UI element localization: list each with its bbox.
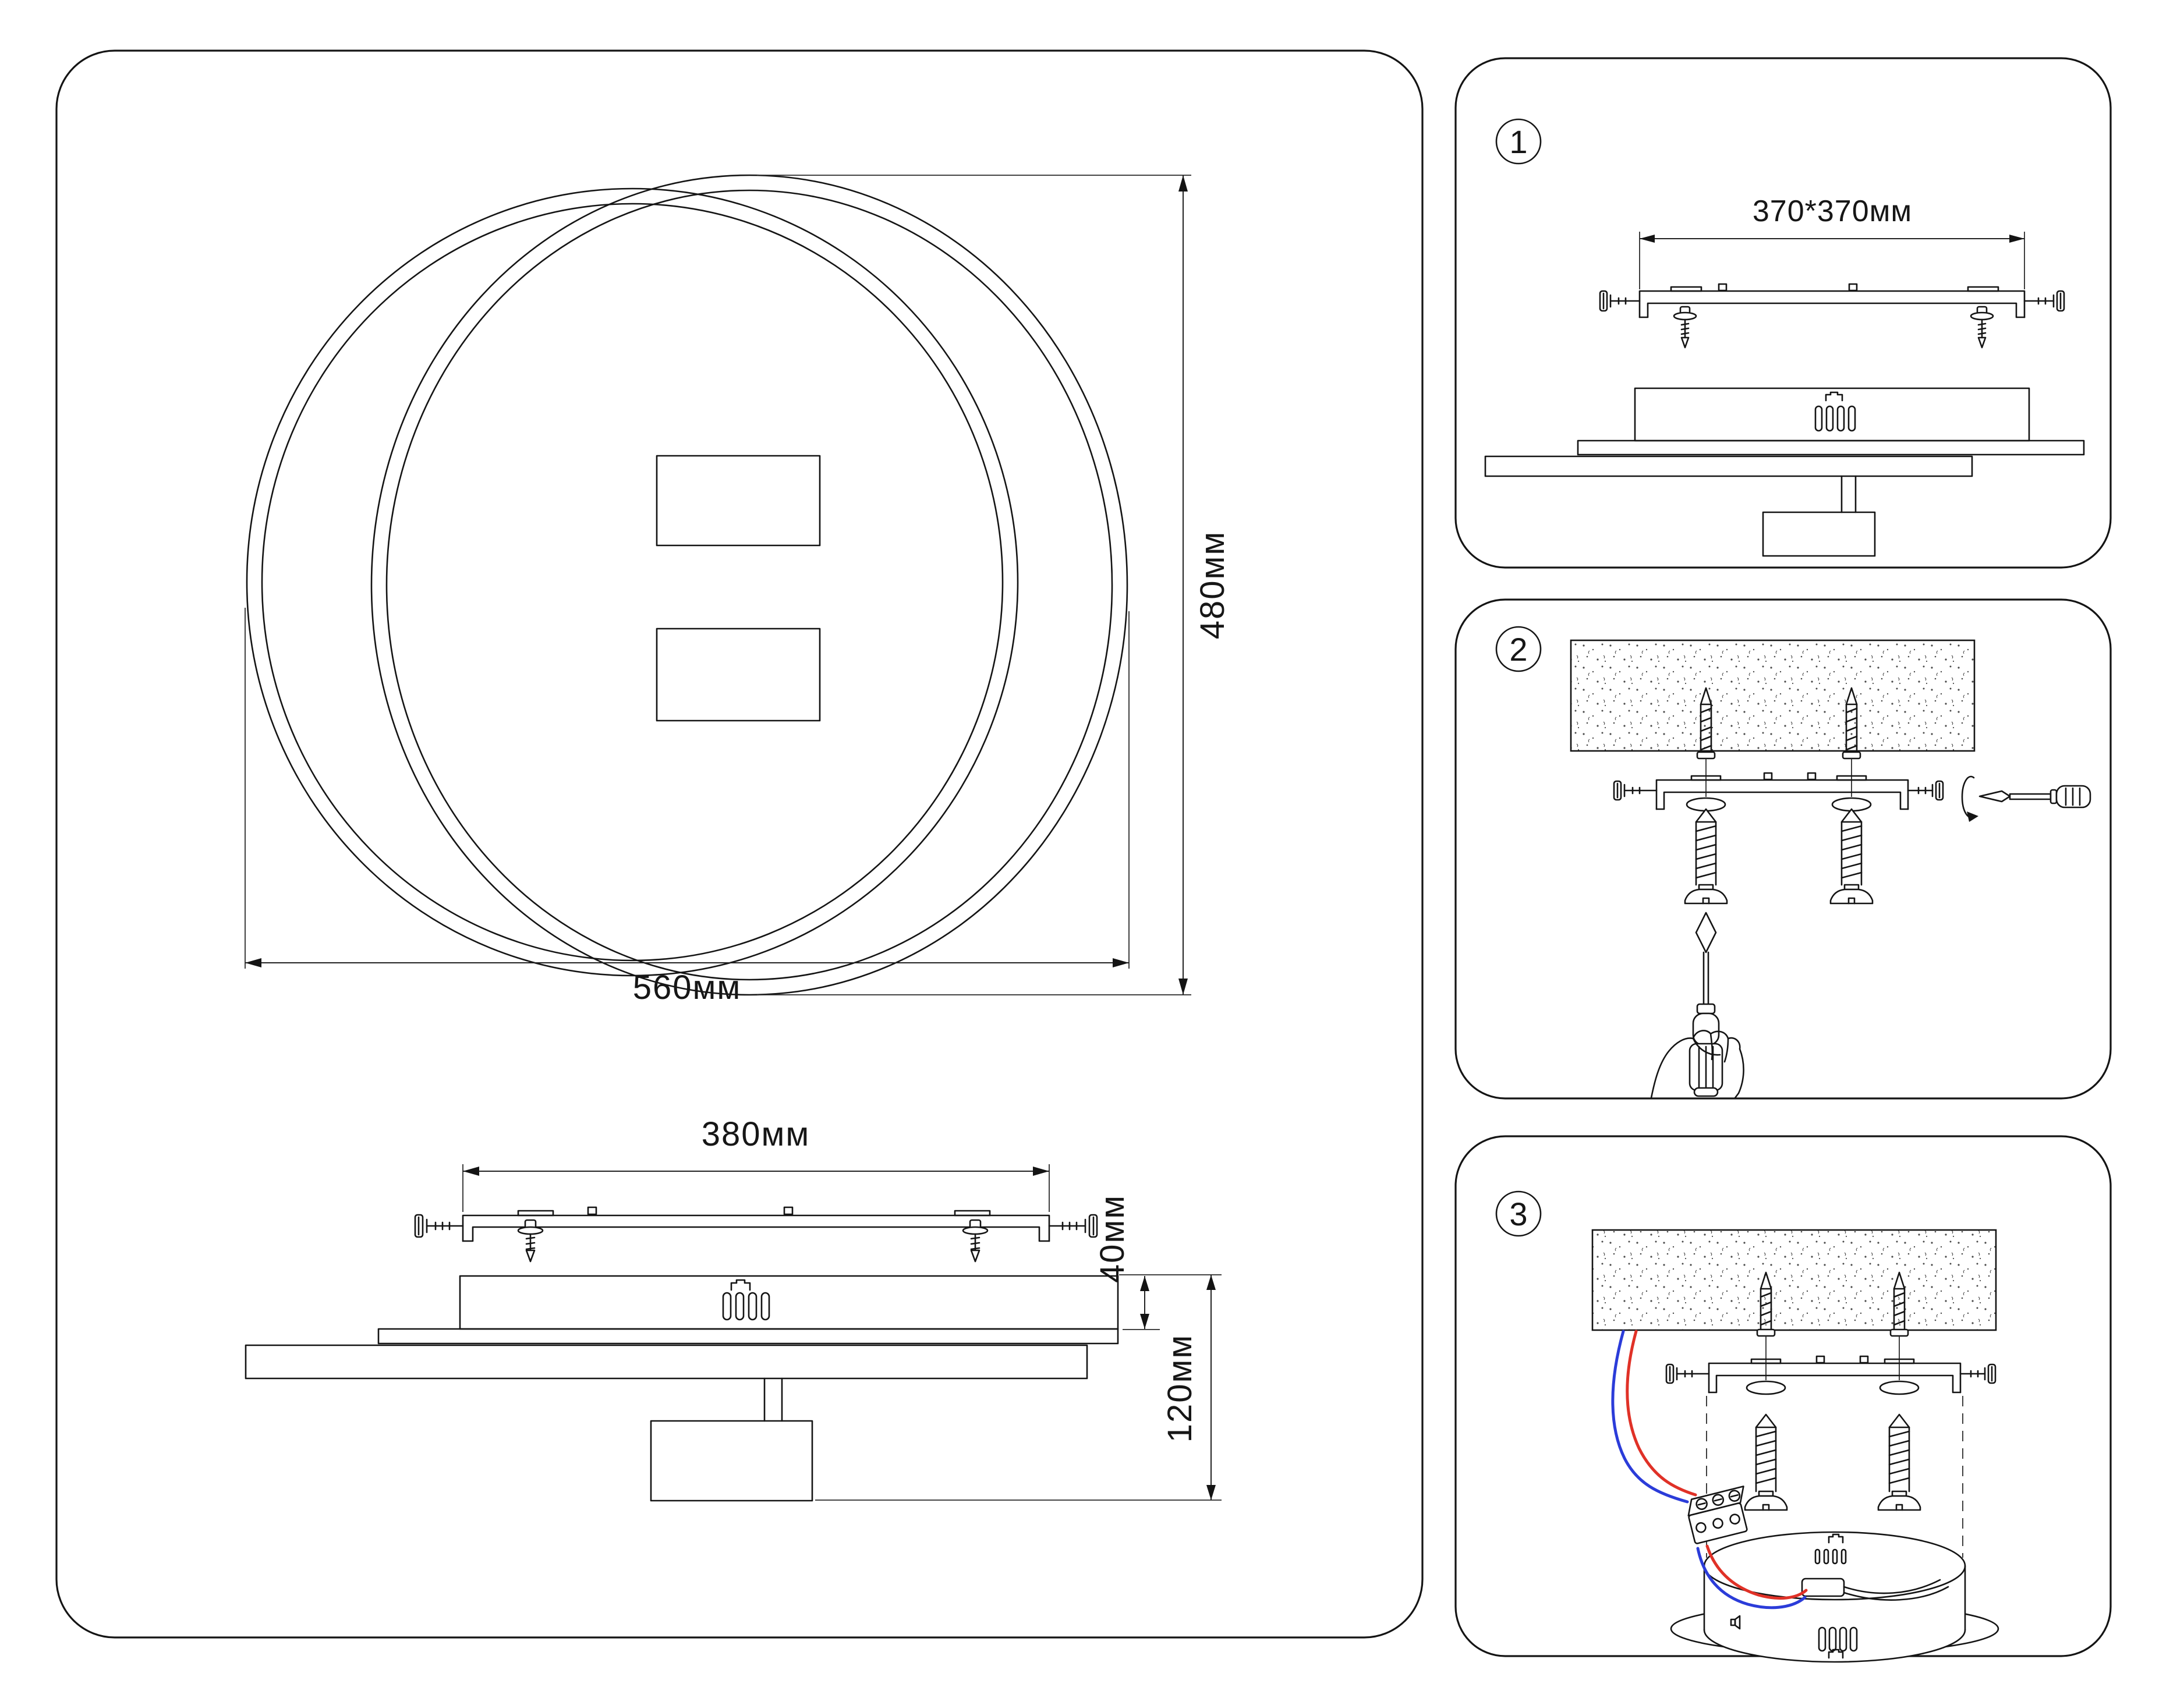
step1-border <box>1456 58 2111 568</box>
connector-plug <box>1802 1579 1844 1596</box>
dim-label-bracket: 380мм <box>701 1115 810 1153</box>
washer-icon <box>1880 1381 1918 1394</box>
step-panel-2 <box>1456 600 2111 1098</box>
step-panel-1 <box>1456 58 2111 568</box>
step-panel-3 <box>1456 1136 2111 1662</box>
dim-label-thickness: 40мм <box>1093 1194 1131 1284</box>
dim-label-depth: 120мм <box>1161 1334 1199 1443</box>
step-number: 1 <box>1509 123 1528 160</box>
step-number: 2 <box>1509 631 1528 668</box>
overview-panel-border <box>56 51 1422 1637</box>
dim-label-plate: 370*370мм <box>1752 194 1913 228</box>
driver-housing <box>1704 1532 1965 1662</box>
overview-panel <box>56 51 1422 1637</box>
ceiling-slab <box>1571 640 1974 751</box>
washer-icon <box>1747 1381 1785 1394</box>
step-number: 3 <box>1509 1196 1528 1232</box>
dim-label-height: 480мм <box>1194 530 1231 640</box>
ceiling-slab <box>1592 1230 1996 1330</box>
dim-label-width: 560мм <box>632 969 742 1006</box>
